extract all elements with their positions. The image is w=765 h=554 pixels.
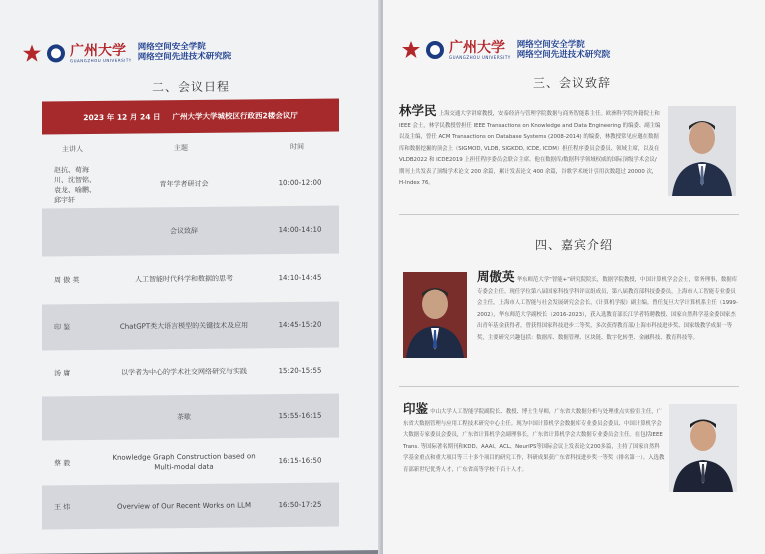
university-seal-icon	[401, 40, 421, 60]
speakers-page	[383, 0, 765, 554]
university-seal-icon	[22, 44, 42, 64]
col-speaker: 主讲人	[62, 145, 83, 154]
university-logo	[22, 42, 231, 64]
row-topic: Overview of Our Recent Works on LLM	[116, 501, 251, 511]
table-row	[42, 393, 339, 440]
university-name-en: GUANGZHOU UNIVERSITY	[449, 54, 511, 60]
row-time: 15:55-16:15	[278, 411, 322, 421]
institute-name-1: 网络空间安全学院	[516, 40, 585, 50]
table-row	[42, 159, 339, 208]
institute-name-1: 网络空间安全学院	[137, 41, 206, 53]
row-topic: 会议致辞	[170, 226, 198, 236]
agenda-date: 2023 年 12 月 24 日	[83, 112, 161, 123]
speech-person-name: 林学民	[399, 103, 437, 118]
guest-block-1	[477, 269, 741, 343]
row-time: 15:20-15:55	[278, 366, 322, 376]
speech-person-bio: 上海交通大学讲席教授，安泰经济与管理学院数据与商务智能系主任。欧洲科学院外籍院士和 IEEE 会士，林学民教授曾担任 IEEE Transactions on Knowledge and Data Engineering 的编委、副主编以及主编，曾任 ACM Transactions on Database Systems (2008-2014) 的编委，林教授常见应邀在数据库和数据挖掘的顶会上（SIGMOD, VLDB, SIGKDD, ICDE, ICDM）担任程序委员会委员、领域主席，以及在 VLDB2022 和 ICDE2019 上担任程序委员会联合主席。他在数据库/数据科学领域权威的国际顶级学术会议/期刊上共发表了顶级学术论文 200 余篇，累计发表论文 400 余篇，谷歌学术统计引用次数超过 20000 次，H-Index 76。	[399, 111, 661, 186]
university-name-en: GUANGZHOU UNIVERSITY	[70, 57, 132, 63]
row-topic: 青年学者研讨会	[159, 179, 209, 189]
speech-person-photo	[668, 106, 736, 196]
table-row	[42, 205, 339, 256]
guest-bio-2: 中山大学人工智能学院副院长、教授、博士生导师，广东省大数据分析与处理重点实验室主任，广东省大数据管理与应用工程技术研究中心主任。现为中国计算机学会数据库专业委员会委员、中国计算机学会大数据专家委员会委员，广东省计算机学会副理事长，广东省计算机学会大数据专业委员会主任。在包括IEEE Trans. 等国际著名期刊和KDD、AAAI、ACL、NeurIPS等国际会议上发表论文200多篇，主持了国家自然科学基金重点和重大项目等三十多个项目的研究工作，科研成果获广东省科技进步奖一等奖（排名第一）。入选教育部新世纪优秀人才，广东省高等学校千百十人才。	[403, 409, 665, 473]
row-topic: ChatGPT类大语言模型的关键技术及应用	[119, 321, 249, 331]
guest-photo-1	[403, 272, 467, 358]
table-row	[42, 253, 339, 304]
section-divider	[399, 386, 739, 387]
row-topic: Knowledge Graph Construction based on Multi-modal data	[112, 451, 256, 471]
row-speaker: 周 傲 英	[54, 276, 80, 285]
row-time: 14:45-15:20	[278, 320, 322, 330]
table-row	[42, 482, 339, 529]
guest-block-2	[403, 401, 665, 475]
institute-name-2: 网络空间先进技术研究院	[516, 50, 611, 60]
row-time: 16:15-16:50	[278, 456, 322, 465]
guest-bio-1: 华东师范大学“智能+”研究院院长，数据学院教授，中国计算机学会会士，常务理事，数据库专委会主任。现任学位第八届国家科技学科评议组成员，第八届教育部科技委委员，上海市人工智能专业委员会主任，上海市人工智能与社会发展研究会会长，《计算机学报》副主编。曾任复旦大学计算机系主任（1999-2002），华东师范大学副校长（2016-2023），获入选教育部长江学者特聘教授、国家自然科学基金委国家杰出青年基金获得者，曾获得国家科技进步二等奖，多次获得教育部/上海市科技进步奖、国家级教学成果一等奖，主要研究兴趣包括：数据库、数据管理、区块链、数字化转型、金融科技、教育科技等。	[477, 277, 738, 341]
agenda-table-header	[42, 137, 339, 160]
university-name: 广州大学	[449, 39, 505, 56]
institute-name-2: 网络空间先进技术研究院	[137, 51, 232, 63]
row-topic: 以学者为中心的学术社交网络研究与实践	[121, 367, 247, 377]
row-speaker: 蔡 毅	[54, 458, 71, 467]
row-speaker: 汤 庸	[54, 369, 71, 378]
guests-title: 四、嘉宾介绍	[535, 238, 614, 252]
table-row	[42, 301, 339, 350]
row-topic: 茶歇	[177, 412, 191, 422]
row-speaker: 印 鉴	[54, 323, 71, 332]
guest-photo-2	[669, 404, 737, 492]
agenda-title: 二、会议日程	[152, 79, 231, 95]
row-time: 14:00-14:10	[278, 225, 322, 235]
col-time: 时间	[290, 142, 304, 151]
row-time: 16:50-17:25	[278, 500, 322, 510]
guest-name-1: 周傲英	[477, 269, 515, 284]
university-name: 广州大学	[70, 42, 126, 59]
row-speaker: 赵抗、荀海川、沈智铭、袁龙、喻鹏、邱宇轩	[54, 166, 96, 205]
agenda-venue: 广州大学大学城校区行政西2楼会议厅	[172, 110, 298, 122]
row-time: 10:00-12:00	[278, 178, 322, 188]
table-row	[42, 347, 339, 396]
row-topic: 人工智能时代科学和数据的思考	[135, 274, 233, 284]
speech-block	[399, 103, 661, 189]
row-time: 14:10-14:45	[278, 273, 322, 283]
agenda-banner	[42, 98, 339, 134]
university-logo	[401, 40, 610, 60]
section-divider	[399, 214, 739, 215]
col-topic: 主题	[174, 144, 188, 153]
university-emblem-icon	[46, 43, 66, 63]
agenda-page	[0, 0, 382, 554]
row-speaker: 王 炜	[54, 503, 71, 512]
university-emblem-icon	[425, 40, 445, 60]
speech-title: 三、会议致辞	[533, 76, 612, 90]
guest-name-2: 印鉴	[403, 401, 429, 416]
table-row	[42, 437, 339, 485]
